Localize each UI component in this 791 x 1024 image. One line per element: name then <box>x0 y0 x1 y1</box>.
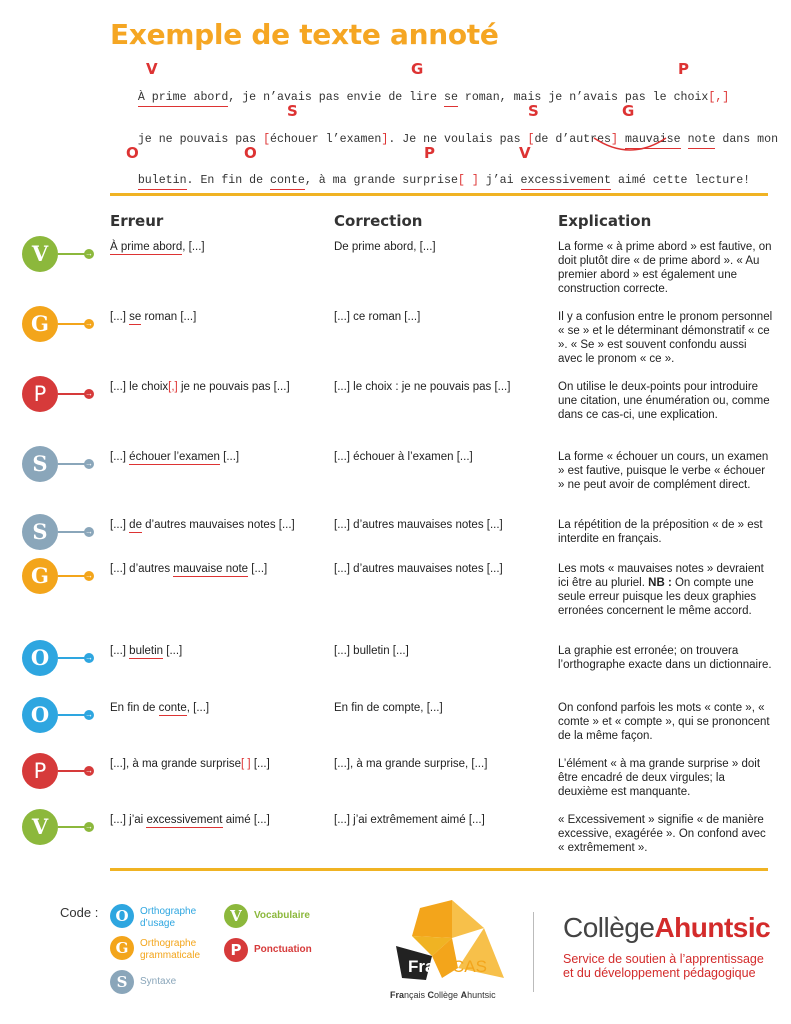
bracket: [ <box>263 133 271 146</box>
explication-text: On utilise le deux-points pour introduire une citation, une énumération ou, comme dans ce cas-ci, une explication. <box>558 381 770 421</box>
cell-explication <box>558 518 773 546</box>
mark-v: V <box>519 144 531 162</box>
cell-correction: De prime abord, [...] <box>334 241 436 253</box>
legend-label: Vocabulaire <box>254 910 310 921</box>
error-context: roman [...] <box>141 311 197 323</box>
connector-line <box>58 463 86 465</box>
header-correction: Correction <box>334 212 423 230</box>
connector-line <box>58 657 86 659</box>
logo-separator <box>533 912 534 992</box>
mark-s: S <box>287 102 298 120</box>
error-context: [...] <box>219 451 240 463</box>
arrow-icon: → <box>85 527 93 536</box>
text-segment: . Je ne voulais pas <box>388 133 528 146</box>
error-highlight: de <box>129 519 142 531</box>
error-context: [...] <box>110 519 130 531</box>
code-badge: G <box>22 306 58 342</box>
cell-erreur <box>110 380 325 394</box>
fracas-fra: Fra <box>408 957 435 976</box>
cell-erreur <box>110 450 325 464</box>
text-segment <box>681 133 688 146</box>
college-sub-2: et du développement pédagogique <box>563 966 756 980</box>
error-context: [...] d’autres <box>110 563 174 575</box>
cap-part: Fra <box>390 990 405 1000</box>
cell-explication <box>558 813 773 855</box>
text-line-2 <box>110 120 778 159</box>
error-context: [...] le choix <box>110 381 169 393</box>
cell-explication <box>558 310 773 366</box>
explication-text: Les mots « mauvaises notes » devraient ici être au pluriel. <box>558 563 764 589</box>
cell-erreur <box>110 701 325 715</box>
error-comma: [,] <box>708 91 730 104</box>
cell-explication <box>558 562 773 618</box>
code-badge: P <box>22 753 58 789</box>
explication-text: La forme « à prime abord » est fautive, on doit plutôt dire « de prime abord ». « Au premier abord » est également une construction correcte. <box>558 241 772 295</box>
legend-title: Code : <box>60 905 99 920</box>
cell-correction: [...] le choix : je ne pouvais pas [...] <box>334 381 511 393</box>
cell-correction: [...] ce roman [...] <box>334 311 421 323</box>
bracket: [ <box>527 133 535 146</box>
error-missing-comma: [ ] <box>457 174 479 187</box>
code-badge: P <box>22 376 58 412</box>
bracket: ] <box>611 133 618 146</box>
cell-explication <box>558 450 773 492</box>
text-segment: , à ma grande surprise <box>304 174 458 187</box>
error-highlight: se <box>129 311 142 323</box>
code-badge: O <box>22 640 58 676</box>
arrow-icon: → <box>85 319 93 328</box>
connector-line <box>58 531 86 533</box>
explication-text: La graphie est erronée; on trouvera l’orthographe exacte dans un dictionnaire. <box>558 645 772 671</box>
error-se: se <box>444 91 458 107</box>
error-context: d’autres mauvaises notes [...] <box>141 519 295 531</box>
annotated-text <box>110 60 779 190</box>
connector-line <box>58 714 86 716</box>
error-highlight: excessivement <box>146 814 223 826</box>
cell-correction: [...] d’autres mauvaises notes [...] <box>334 563 503 575</box>
text-segment: . En fin de <box>186 174 271 187</box>
college-logo <box>563 912 770 944</box>
text-segment: , je n’avais pas envie de lire <box>228 91 444 104</box>
error-highlight: buletin <box>129 645 164 657</box>
mark-p: P <box>424 144 435 162</box>
legend-badge: S <box>110 970 134 994</box>
cell-correction: [...] bulletin [...] <box>334 645 409 657</box>
error-de-dautres: de d’autres <box>534 133 611 146</box>
cell-erreur <box>110 562 325 576</box>
explication-text: L’élément « à ma grande surprise » doit être encadré de deux virgules; la deuxième est manquante. <box>558 758 761 798</box>
error-highlight: conte <box>158 702 187 714</box>
text-segment: j’ai <box>478 174 521 187</box>
arrow-icon: → <box>85 710 93 719</box>
error-mauvaise: mauvaise <box>625 133 681 149</box>
nb-label: NB : <box>648 577 672 589</box>
cell-correction: [...] j’ai extrêmement aimé [...] <box>334 814 485 826</box>
legend-label: Syntaxe <box>140 976 177 987</box>
cell-explication <box>558 757 773 799</box>
arrow-icon: → <box>85 459 93 468</box>
header-explication: Explication <box>558 212 652 230</box>
connector-line <box>58 393 86 395</box>
cell-erreur <box>110 644 325 658</box>
error-context: [...] <box>110 645 130 657</box>
cap-part: A <box>460 990 468 1000</box>
legend-label: Orthographe grammaticale <box>140 938 201 961</box>
arrow-icon: → <box>85 653 93 662</box>
college-name-a: Collège <box>563 912 655 943</box>
text-segment: roman, mais je n’avais pas le choix <box>457 91 709 104</box>
header-erreur: Erreur <box>110 212 164 230</box>
error-context: , [...] <box>186 702 210 714</box>
error-excessivement: excessivement <box>521 174 611 190</box>
cap-part: ollège <box>434 990 461 1000</box>
mark-v: V <box>146 60 158 78</box>
college-name-b: Ahuntsic <box>654 912 771 943</box>
cell-correction: En fin de compte, [...] <box>334 702 443 714</box>
error-highlight: [,] <box>168 381 178 393</box>
cell-erreur <box>110 757 325 771</box>
error-context: [...] <box>250 758 270 770</box>
cell-explication <box>558 380 773 422</box>
fracas-logo <box>392 898 512 990</box>
arrow-icon: → <box>85 571 93 580</box>
legend-badge: V <box>224 904 248 928</box>
error-context: [...] j’ai <box>110 814 147 826</box>
fracas-cas: CAS <box>452 957 487 976</box>
explication-text: La répétition de la préposition « de » est interdite en français. <box>558 519 763 545</box>
error-context: [...] <box>248 563 268 575</box>
error-echouer: échouer l’examen <box>270 133 382 146</box>
code-badge: V <box>22 809 58 845</box>
college-service <box>563 952 764 980</box>
legend-badge: G <box>110 936 134 960</box>
text-line-1 <box>110 78 729 117</box>
connector-line <box>58 826 86 828</box>
text-segment: aimé cette lecture! <box>610 174 751 187</box>
cell-correction: [...] échouer à l’examen [...] <box>334 451 473 463</box>
mark-o: O <box>244 144 257 162</box>
legend-label: Ponctuation <box>254 944 312 955</box>
legend-badge: O <box>110 904 134 928</box>
error-highlight: échouer l’examen <box>129 451 220 463</box>
cell-explication <box>558 644 773 672</box>
error-context: [...] <box>163 645 183 657</box>
fracas-caption <box>390 990 496 1000</box>
code-badge: G <box>22 558 58 594</box>
text-segment: je ne pouvais pas <box>137 133 264 146</box>
cell-erreur <box>110 518 325 532</box>
code-badge: V <box>22 236 58 272</box>
mark-p: P <box>678 60 689 78</box>
cell-correction: [...] d’autres mauvaises notes [...] <box>334 519 503 531</box>
text-segment: dans mon <box>715 133 779 146</box>
divider-top <box>110 193 768 196</box>
code-badge: S <box>22 446 58 482</box>
error-highlight: À prime abord <box>110 241 183 253</box>
code-badge: S <box>22 514 58 550</box>
explication-text: La forme « échouer un cours, un examen » est fautive, puisque le verbe « échouer » ne peut avoir de complément direct. <box>558 451 769 491</box>
cell-explication <box>558 240 773 296</box>
connector-line <box>58 575 86 577</box>
mark-g: G <box>622 102 635 120</box>
legend-badge: P <box>224 938 248 962</box>
code-badge: O <box>22 697 58 733</box>
error-context: En fin de <box>110 702 159 714</box>
college-sub-1: Service de soutien à l’apprentissage <box>563 952 764 966</box>
error-context: aimé [...] <box>222 814 270 826</box>
cell-erreur <box>110 813 325 827</box>
arrow-icon: → <box>85 389 93 398</box>
error-context: [...] <box>110 311 130 323</box>
error-prime-abord: À prime abord <box>138 91 228 107</box>
connector-line <box>58 323 86 325</box>
error-context: [...], à ma grande surprise <box>110 758 242 770</box>
connector-line <box>58 770 86 772</box>
error-note: note <box>688 133 716 149</box>
cap-part: huntsic <box>467 990 496 1000</box>
error-context: [...] <box>110 451 130 463</box>
error-highlight: [ ] <box>241 758 251 770</box>
cell-erreur <box>110 240 325 254</box>
error-buletin: buletin <box>138 174 187 190</box>
arrow-icon: → <box>85 766 93 775</box>
cap-part: C <box>427 990 435 1000</box>
cell-erreur <box>110 310 325 324</box>
bracket: ] <box>381 133 389 146</box>
explication-text: Il y a confusion entre le pronom personnel « se » et le déterminant démonstratif « ce ». « Se » est souvent confondu aussi avec le pronom « ce ». <box>558 311 773 365</box>
mark-g: G <box>411 60 424 78</box>
explication-text: On confond parfois les mots « conte », « comte » et « compte », qui se prononcent de la même façon. <box>558 702 770 742</box>
error-highlight: mauvaise note <box>173 563 249 575</box>
error-context: , [...] <box>182 241 205 253</box>
cell-correction: [...], à ma grande surprise, [...] <box>334 758 488 770</box>
agreement-arc <box>590 136 670 156</box>
nb-text: On compte une seule erreur puisque les deux graphies erronées concernent le même accord. <box>558 577 757 617</box>
mark-s: S <box>528 102 539 120</box>
divider-bottom <box>110 868 768 871</box>
error-conte: conte <box>270 174 305 190</box>
arrow-icon: → <box>85 249 93 258</box>
mark-o: O <box>126 144 139 162</box>
error-context: je ne pouvais pas [...] <box>177 381 290 393</box>
connector-line <box>58 253 86 255</box>
page-title: Exemple de texte annoté <box>110 18 499 51</box>
cell-explication <box>558 701 773 743</box>
legend-label: Orthographe d’usage <box>140 906 197 929</box>
explication-text: « Excessivement » signifie « de manière excessive, exagérée ». On confond avec « extrêmement ». <box>558 814 766 854</box>
cap-part: nçais <box>404 990 428 1000</box>
arrow-icon: → <box>85 822 93 831</box>
